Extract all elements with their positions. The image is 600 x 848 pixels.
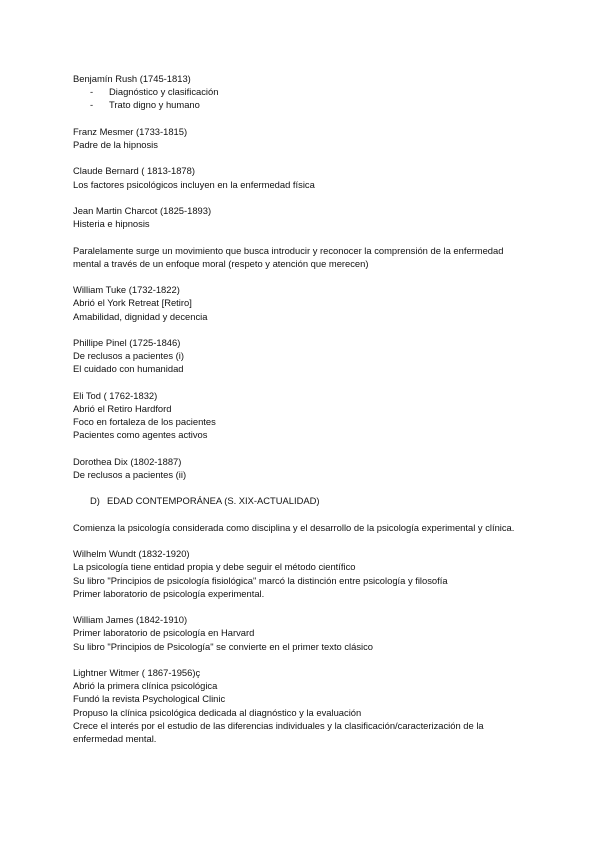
tuke-note: Amabilidad, dignidad y decencia [73, 310, 208, 322]
witmer-note: Abrió la primera clínica psicológica [73, 680, 218, 692]
tod-note: Abrió el Retiro Hardford [73, 402, 172, 414]
witmer-note: Propuso la clínica psicológica dedicada al diagnóstico y la evaluación [73, 706, 362, 718]
rush-name: Benjamín Rush (1745-1813) [73, 73, 191, 84]
bullet-item: - Trato digno y humano [90, 99, 200, 111]
dash-bullet-icon: - [90, 99, 94, 111]
tuke-note: Abrió el York Retreat [Retiro] [73, 297, 192, 309]
section-letter: D) [90, 495, 100, 507]
bullet-item: - Diagnóstico y clasificación [90, 86, 219, 98]
pinel-note: El cuidado con humanidad [73, 363, 184, 375]
james-note: Primer laboratorio de psicología en Harvard [73, 627, 255, 639]
mesmer-note: Padre de la hipnosis [73, 139, 158, 150]
mesmer-name: Franz Mesmer (1733-1815) [73, 125, 188, 137]
bernard-name: Claude Bernard ( 1813-1878) [73, 165, 195, 177]
bernard-note: Los factores psicológicos incluyen en la enfermedad física [73, 178, 315, 190]
pinel-name: Phillipe Pinel (1725-1846) [73, 336, 181, 348]
tuke-name: William Tuke (1732-1822) [73, 284, 180, 296]
james-name: William James (1842-1910) [73, 614, 188, 626]
witmer-note: Fundó la revista Psychological Clinic [73, 693, 226, 705]
dash-bullet-icon: - [90, 86, 94, 98]
wundt-note: La psicología tiene entidad propia y debe seguir el método científico [73, 561, 356, 573]
witmer-final-paragraph: Crece el interés por el estudio de las diferencias individuales y la clasificación/caracterización de la enfermedad mental. [73, 719, 484, 744]
dix-note: De reclusos a pacientes (ii) [73, 468, 187, 480]
charcot-note: Histeria e hipnosis [73, 218, 150, 230]
wundt-note: Primer laboratorio de psicología experimental. [73, 587, 265, 599]
james-note: Su libro "Principios de Psicología" se convierte en el primer texto clásico [73, 640, 374, 652]
tod-name: Eli Tod ( 1762-1832) [73, 389, 158, 401]
contemporary-paragraph: Comienza la psicología considerada como disciplina y el desarrollo de la psicología experimental y clínica. [73, 521, 515, 533]
section-heading-d [73, 494, 523, 507]
section-title: EDAD CONTEMPORÁNEA (S. XIX-ACTUALIDAD) [107, 495, 320, 507]
wundt-name: Wilhelm Wundt (1832-1920) [73, 548, 190, 560]
pinel-note: De reclusos a pacientes (i) [73, 350, 184, 362]
witmer-name: Lightner Witmer ( 1867-1956)ç [73, 666, 201, 678]
dix-name: Dorothea Dix (1802-1887) [73, 455, 182, 467]
charcot-name: Jean Martin Charcot (1825-1893) [73, 204, 212, 216]
document-page [73, 72, 523, 745]
wundt-note: Su libro "Principios de psicología fisiológica" marcó la distinción entre psicología y filosofía [73, 574, 448, 586]
tod-note: Foco en fortaleza de los pacientes [73, 416, 216, 428]
moral-paragraph: Paralelamente surge un movimiento que busca introducir y reconocer la comprensión de la enfermedad mental a través de un enfoque moral (respeto y atención que merecen) [73, 244, 504, 269]
tod-note: Pacientes como agentes activos [73, 429, 208, 441]
